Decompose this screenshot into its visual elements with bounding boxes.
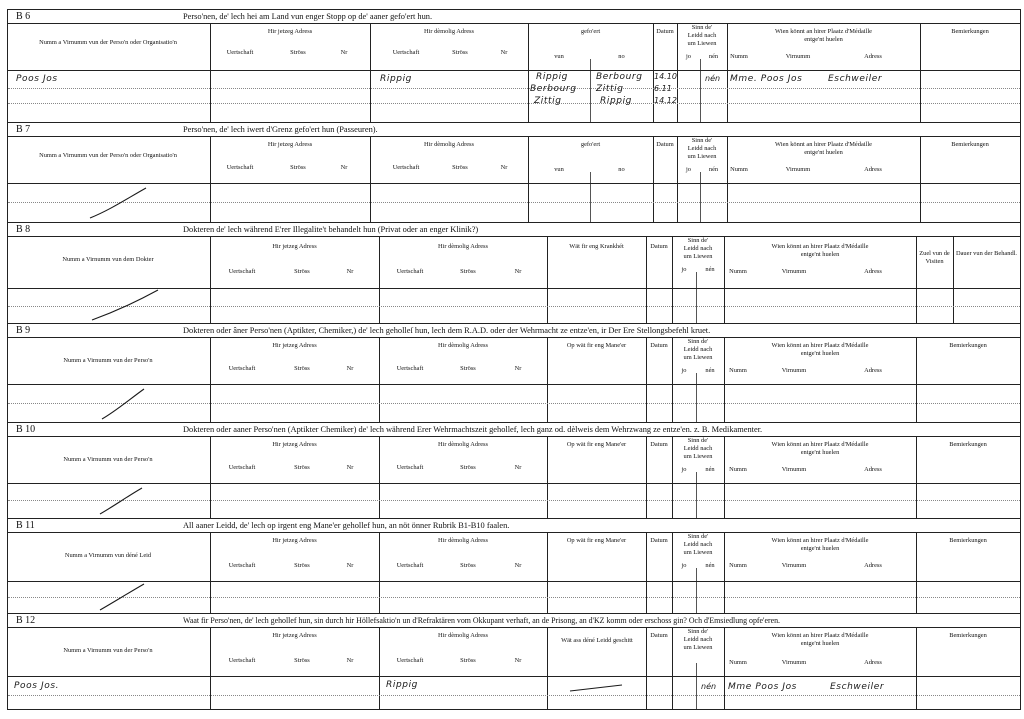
header-datum: Datum — [650, 537, 668, 544]
section-title: All aaner Leidd, de' lech op irgent eng Mane'er gehollef hun, an nöt önner Rubrik B1-B10 faalen. — [183, 521, 510, 530]
header-medal: Wien könnt an hirer Plaatz d'Médaille — [771, 441, 869, 448]
section-header — [8, 222, 1020, 237]
section-grid — [8, 436, 1020, 518]
subheader-nr: Nr — [514, 365, 522, 372]
header-datum: Datum — [650, 441, 668, 448]
handwritten-address: Rippig — [386, 680, 418, 690]
header-name: Numm a Virnumm vun déné Leid — [64, 552, 152, 559]
subheader-nr: Nr — [500, 164, 508, 171]
subheader-jo: jo — [686, 53, 691, 60]
subheader-adress: Adress — [864, 659, 882, 666]
subheader-virnumm: Virnumm — [781, 367, 807, 374]
subheader-numm: Numm — [730, 53, 748, 60]
header-remarks: Bemierkungen — [949, 441, 987, 448]
section-b8 — [7, 222, 1021, 323]
header-remarks: Bemierkungen — [949, 632, 987, 639]
header-name: Numm a Virnumm vun dem Dokter — [62, 256, 154, 263]
header-sinn: Sinn de' — [691, 24, 713, 31]
header-name: Numm a Virnumm vun der Perso'n oder Organisatio'n — [39, 39, 177, 46]
subheader-stross: Ströss — [452, 49, 468, 56]
header-medal-2: entge'nt huelen — [804, 36, 843, 43]
handwritten-nen: nén — [701, 682, 717, 691]
handwritten-nen: nén — [705, 74, 721, 83]
subheader-nr: Nr — [346, 365, 354, 372]
handwritten-date: 14.12 — [654, 96, 677, 105]
header-remarks: Bemierkungen — [949, 537, 987, 544]
subheader-nr: Nr — [514, 562, 522, 569]
section-code: B 6 — [16, 11, 31, 22]
handwritten-medal-address: Eschweiler — [828, 74, 883, 84]
subheader-nen: nén — [708, 53, 719, 60]
subheader-stross: Ströss — [460, 657, 476, 664]
header-former-address: Hir dèmolig Adress — [423, 141, 475, 148]
header-former-address: Hir dèmolig Adress — [437, 243, 489, 250]
subheader-stross: Ströss — [460, 562, 476, 569]
header-leidd: Leidd nach — [683, 636, 713, 643]
header-medal-2: entge'nt huelen — [800, 251, 840, 258]
section-b6 — [7, 9, 1021, 122]
subheader-uertschaft: Uertschaft — [396, 562, 424, 569]
subheader-jo: jo — [681, 266, 687, 273]
header-medal: Wien könnt an hirer Plaatz d'Médaille — [771, 243, 869, 250]
subheader-nr: Nr — [340, 49, 348, 56]
subheader-numm: Numm — [729, 367, 747, 374]
header-leidd: Leidd nach — [683, 541, 713, 548]
header-sinn: Sinn de' — [687, 533, 709, 540]
header-current-address: Hir jetzeg Adress — [272, 441, 317, 448]
cancel-stroke — [90, 288, 160, 322]
handwritten-name: Poos Jos. — [14, 681, 60, 691]
header-liewen: um Liewen — [687, 40, 717, 47]
header-medal-2: entge'nt huelen — [800, 350, 840, 357]
subheader-nr: Nr — [346, 562, 354, 569]
header-name: Numm a Virnumm vun der Perso'n — [63, 456, 153, 463]
cancel-stroke — [98, 582, 146, 612]
header-datum: Datum — [656, 28, 674, 35]
header-sinn: Sinn de' — [687, 237, 709, 244]
header-liewen: um Liewen — [683, 453, 713, 460]
section-header — [8, 323, 1020, 338]
subheader-adress: Adress — [864, 562, 882, 569]
subheader-nr: Nr — [346, 268, 354, 275]
section-b12 — [7, 613, 1021, 710]
section-grid — [8, 627, 1020, 709]
header-sinn: Sinn de' — [687, 628, 709, 635]
header-sinn: Sinn de' — [687, 338, 709, 345]
section-title: Dokteren oder âner Perso'nen (Aptikter, Chemiker,) de' lech geholleſ hun, lech dem R.A.D. oder der Wehrmacht ze entze'en, ir Der Ere Stellongsbefehl kruet. — [183, 326, 711, 335]
header-former-address: Hir dèmolig Adress — [437, 632, 489, 639]
header-remarks: Bemierkungen — [951, 141, 989, 148]
header-sinn: Sinn de' — [687, 437, 709, 444]
header-maneer: Op wät fir eng Mane'er — [566, 537, 627, 544]
subheader-nr: Nr — [346, 657, 354, 664]
section-title: Waat fir Perso'nen, de' lech gehollef hun, sin durch hir Höllefsaktio'n un d'Refraktären vom Okkupant verhaft, an de Prisong, an d'KZ komm oder erschoss gin? Och d'Emsiedlung opfe'eren. — [183, 616, 781, 625]
header-medal-2: entge'nt huelen — [800, 640, 840, 647]
section-title: Perso'nen, de' lech iwert d'Grenz gefo'ert hun (Passeuren). — [183, 125, 378, 134]
header-medal: Wien könnt an hirer Plaatz d'Médaille — [771, 342, 869, 349]
header-former-address: Hir dèmolig Adress — [437, 441, 489, 448]
header-gefoert: gefo'ert — [580, 28, 601, 35]
header-liewen: um Liewen — [683, 354, 713, 361]
subheader-uertschaft: Uertschaft — [392, 49, 420, 56]
subheader-adress: Adress — [864, 53, 882, 60]
subheader-vun: vun — [554, 53, 564, 60]
section-header — [8, 122, 1020, 137]
subheader-no: no — [618, 53, 625, 60]
header-visiten: Zuel vun de Visiten — [919, 250, 950, 265]
header-current-address: Hir jetzeg Adress — [272, 243, 317, 250]
header-leidd: Leidd nach — [687, 32, 717, 39]
header-maneer: Op wät fir eng Mane'er — [566, 441, 627, 448]
header-medal-2: entge'nt huelen — [800, 449, 840, 456]
section-code: B 9 — [16, 325, 31, 336]
section-header — [8, 422, 1020, 437]
subheader-uertschaft: Uertschaft — [228, 657, 256, 664]
header-medal: Wien könnt an hirer Plaatz d'Médaille — [775, 28, 872, 35]
section-title: Dokteren de' lech während E'rer Illegalite't behandelt hun (Privat oder an enger Klinik?) — [183, 225, 479, 234]
subheader-uertschaft: Uertschaft — [228, 464, 256, 471]
subheader-vun: vun — [554, 166, 564, 173]
header-former-address: Hir dèmolig Adress — [437, 342, 489, 349]
header-maneer: Op wät fir eng Mane'er — [566, 342, 627, 349]
header-leidd: Leidd nach — [683, 245, 713, 252]
section-header — [8, 613, 1020, 628]
subheader-stross: Ströss — [460, 268, 476, 275]
section-title: Perso'nen, de' lech hei am Land vun enger Stopp op de' aaner gefo'ert hun. — [183, 12, 433, 21]
header-leidd: Leidd nach — [687, 145, 717, 152]
section-grid — [8, 236, 1020, 323]
handwritten-no: Berbourg — [596, 72, 643, 82]
subheader-virnumm: Virnumm — [781, 466, 807, 473]
subheader-uertschaft: Uertschaft — [396, 657, 424, 664]
handwritten-address: Rippig — [380, 74, 412, 84]
header-medal: Wien könnt an hirer Plaatz d'Médaille — [775, 141, 872, 148]
subheader-stross: Ströss — [290, 49, 306, 56]
subheader-stross: Ströss — [290, 164, 306, 171]
subheader-nr: Nr — [514, 657, 522, 664]
section-header — [8, 518, 1020, 533]
header-remarks: Bemierkungen — [951, 28, 989, 35]
subheader-nr: Nr — [500, 49, 508, 56]
handwritten-medal-address: Eschweiler — [830, 682, 885, 692]
subheader-virnumm: Virnumm — [785, 166, 811, 173]
subheader-jo: jo — [681, 367, 687, 374]
handwritten-vun: Rippig — [536, 72, 568, 82]
subheader-uertschaft: Uertschaft — [226, 49, 254, 56]
header-krankheet: Wät fir eng Krankhét — [569, 243, 624, 250]
section-b9 — [7, 323, 1021, 422]
subheader-virnumm: Virnumm — [781, 659, 807, 666]
subheader-adress: Adress — [864, 166, 882, 173]
subheader-adress: Adress — [864, 466, 882, 473]
cancel-stroke — [88, 186, 148, 220]
header-name: Numm a Virnumm vun der Perso'n oder Organisatio'n — [39, 152, 177, 159]
subheader-uertschaft: Uertschaft — [396, 464, 424, 471]
handwritten-no: Rippig — [600, 96, 632, 106]
subheader-uertschaft: Uertschaft — [396, 268, 424, 275]
header-datum: Datum — [656, 141, 674, 148]
header-medal: Wien könnt an hirer Plaatz d'Médaille — [771, 537, 869, 544]
subheader-numm: Numm — [730, 166, 748, 173]
header-sinn: Sinn de' — [691, 137, 713, 144]
header-former-address: Hir dèmolig Adress — [437, 537, 489, 544]
header-name: Numm a Virnumm vun der Perso'n — [63, 647, 153, 654]
subheader-uertschaft: Uertschaft — [392, 164, 420, 171]
header-gefoert: gefo'ert — [580, 141, 601, 148]
section-b10 — [7, 422, 1021, 518]
subheader-nr: Nr — [514, 268, 522, 275]
subheader-virnumm: Virnumm — [785, 53, 811, 60]
section-title: Dokteren oder aaner Perso'nen (Aptikter Chemiker) de' lech während Erer Wehrmachtszeit gehollef, lech ganz od. dèlweis dem Wehrzwang ze entze'en. z. B. Medikamenter. — [183, 425, 763, 434]
subheader-nr: Nr — [514, 464, 522, 471]
header-medal-2: entge'nt huelen — [804, 149, 843, 156]
header-current-address: Hir jetzeg Adress — [272, 342, 317, 349]
section-code: B 12 — [16, 615, 36, 626]
header-liewen: um Liewen — [683, 644, 713, 651]
section-grid — [8, 532, 1020, 613]
subheader-nen: nén — [705, 266, 715, 273]
section-b11 — [7, 518, 1021, 613]
header-current-address: Hir jetzeg Adress — [267, 141, 313, 148]
section-code: B 7 — [16, 124, 31, 135]
handwritten-date: 14.10 — [654, 72, 677, 81]
header-geschitt: Wät ass déné Leidd geschitt — [561, 637, 633, 644]
header-dauer: Dauer vun der Behandl. — [955, 250, 1018, 257]
subheader-nen: nén — [705, 466, 715, 473]
subheader-jo: jo — [686, 166, 691, 173]
header-name: Numm a Virnumm vun der Perso'n — [63, 357, 153, 364]
subheader-uertschaft: Uertschaft — [396, 365, 424, 372]
header-liewen: um Liewen — [683, 253, 713, 260]
header-liewen: um Liewen — [687, 153, 717, 160]
header-leidd: Leidd nach — [683, 346, 713, 353]
section-code: B 10 — [16, 424, 36, 435]
subheader-nen: nén — [705, 367, 715, 374]
subheader-stross: Ströss — [460, 365, 476, 372]
header-former-address: Hir dèmolig Adress — [423, 28, 475, 35]
questionnaire-page — [7, 3, 1019, 711]
subheader-uertschaft: Uertschaft — [226, 164, 254, 171]
cancel-stroke — [98, 486, 144, 516]
handwritten-date: 6.11 — [654, 84, 672, 93]
subheader-stross: Ströss — [294, 365, 310, 372]
section-grid — [8, 337, 1020, 422]
subheader-uertschaft: Uertschaft — [228, 562, 256, 569]
subheader-nr: Nr — [340, 164, 348, 171]
header-current-address: Hir jetzeg Adress — [272, 537, 317, 544]
subheader-stross: Ströss — [294, 268, 310, 275]
dash-stroke — [568, 683, 624, 693]
subheader-nen: nén — [708, 166, 719, 173]
handwritten-medal-name: Mme Poos Jos — [728, 682, 797, 692]
header-datum: Datum — [650, 632, 668, 639]
handwritten-medal-name: Mme. Poos Jos — [730, 74, 803, 84]
subheader-nr: Nr — [346, 464, 354, 471]
header-medal-2: entge'nt huelen — [800, 545, 840, 552]
header-remarks: Bemierkungen — [949, 342, 987, 349]
handwritten-vun: Zittig — [534, 96, 562, 106]
handwritten-vun: Berbourg — [530, 84, 577, 94]
section-code: B 11 — [16, 520, 35, 531]
header-current-address: Hir jetzeg Adress — [272, 632, 317, 639]
cancel-stroke — [100, 387, 146, 421]
subheader-virnumm: Virnumm — [781, 268, 807, 275]
subheader-nen: nén — [705, 562, 715, 569]
handwritten-no: Zittig — [596, 84, 624, 94]
subheader-numm: Numm — [729, 659, 747, 666]
section-header — [8, 9, 1020, 24]
subheader-jo: jo — [681, 466, 687, 473]
subheader-numm: Numm — [729, 466, 747, 473]
header-liewen: um Liewen — [683, 549, 713, 556]
header-medal: Wien könnt an hirer Plaatz d'Médaille — [771, 632, 869, 639]
section-b7 — [7, 122, 1021, 222]
subheader-stross: Ströss — [294, 562, 310, 569]
subheader-stross: Ströss — [452, 164, 468, 171]
subheader-uertschaft: Uertschaft — [228, 365, 256, 372]
subheader-numm: Numm — [729, 562, 747, 569]
header-datum: Datum — [650, 243, 668, 250]
section-grid — [8, 136, 1020, 222]
subheader-uertschaft: Uertschaft — [228, 268, 256, 275]
subheader-jo: jo — [681, 562, 687, 569]
subheader-numm: Numm — [729, 268, 747, 275]
subheader-virnumm: Virnumm — [781, 562, 807, 569]
header-datum: Datum — [650, 342, 668, 349]
section-grid — [8, 23, 1020, 122]
subheader-stross: Ströss — [294, 657, 310, 664]
subheader-stross: Ströss — [460, 464, 476, 471]
subheader-stross: Ströss — [294, 464, 310, 471]
header-leidd: Leidd nach — [683, 445, 713, 452]
handwritten-name: Poos Jos — [16, 74, 58, 84]
header-current-address: Hir jetzeg Adress — [267, 28, 313, 35]
subheader-adress: Adress — [864, 268, 882, 275]
subheader-no: no — [618, 166, 625, 173]
subheader-adress: Adress — [864, 367, 882, 374]
section-code: B 8 — [16, 224, 31, 235]
